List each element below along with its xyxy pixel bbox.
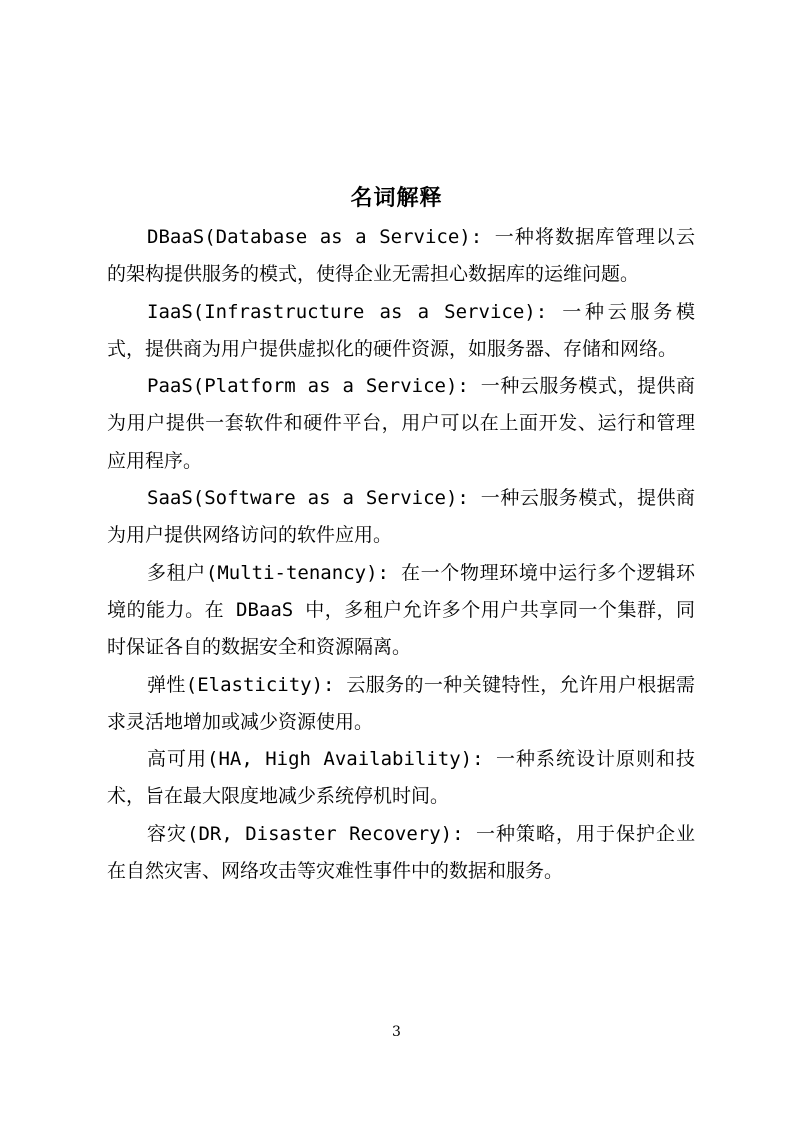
glossary-entry-multi-tenancy: 多租户(Multi-tenancy): 在一个物理环境中运行多个逻辑环境的能力。在 DBaaS 中，多租户允许多个用户共享同一个集群，同时保证各自的数据安全和资源隔离。 xyxy=(107,561,695,659)
glossary-entry-elasticity: 弹性(Elasticity): 云服务的一种关键特性，允许用户根据需求灵活地增加或减少资源使用。 xyxy=(107,673,695,733)
glossary-entry-disaster-recovery: 容灾(DR, Disaster Recovery): 一种策略，用于保护企业在自然灾害、网络攻击等灾难性事件中的数据和服务。 xyxy=(107,822,695,883)
glossary-entry-paas: PaaS(Platform as a Service): 一种云服务模式，提供商为用户提供一套软件和硬件平台，用户可以在上面开发、运行和管理应用程序。 xyxy=(107,375,695,472)
page-title: 名词解释 xyxy=(350,186,443,211)
page-number: 3 xyxy=(392,1024,401,1040)
glossary-entry-dbaas: DBaaS(Database as a Service): 一种将数据库管理以云的架构提供服务的模式，使得企业无需担心数据库的运维问题。 xyxy=(107,226,695,286)
glossary-entry-saas: SaaS(Software as a Service): 一种云服务模式，提供商为用户提供网络访问的软件应用。 xyxy=(107,487,695,547)
glossary-entry-high-availability: 高可用(HA, High Availability): 一种系统设计原则和技术，旨在最大限度地减少系统停机时间。 xyxy=(107,748,695,808)
glossary-body xyxy=(107,219,695,890)
glossary-entry-iaas: IaaS(Infrastructure as a Service): 一种云服务模式，提供商为用户提供虚拟化的硬件资源，如服务器、存储和网络。 xyxy=(107,300,695,360)
